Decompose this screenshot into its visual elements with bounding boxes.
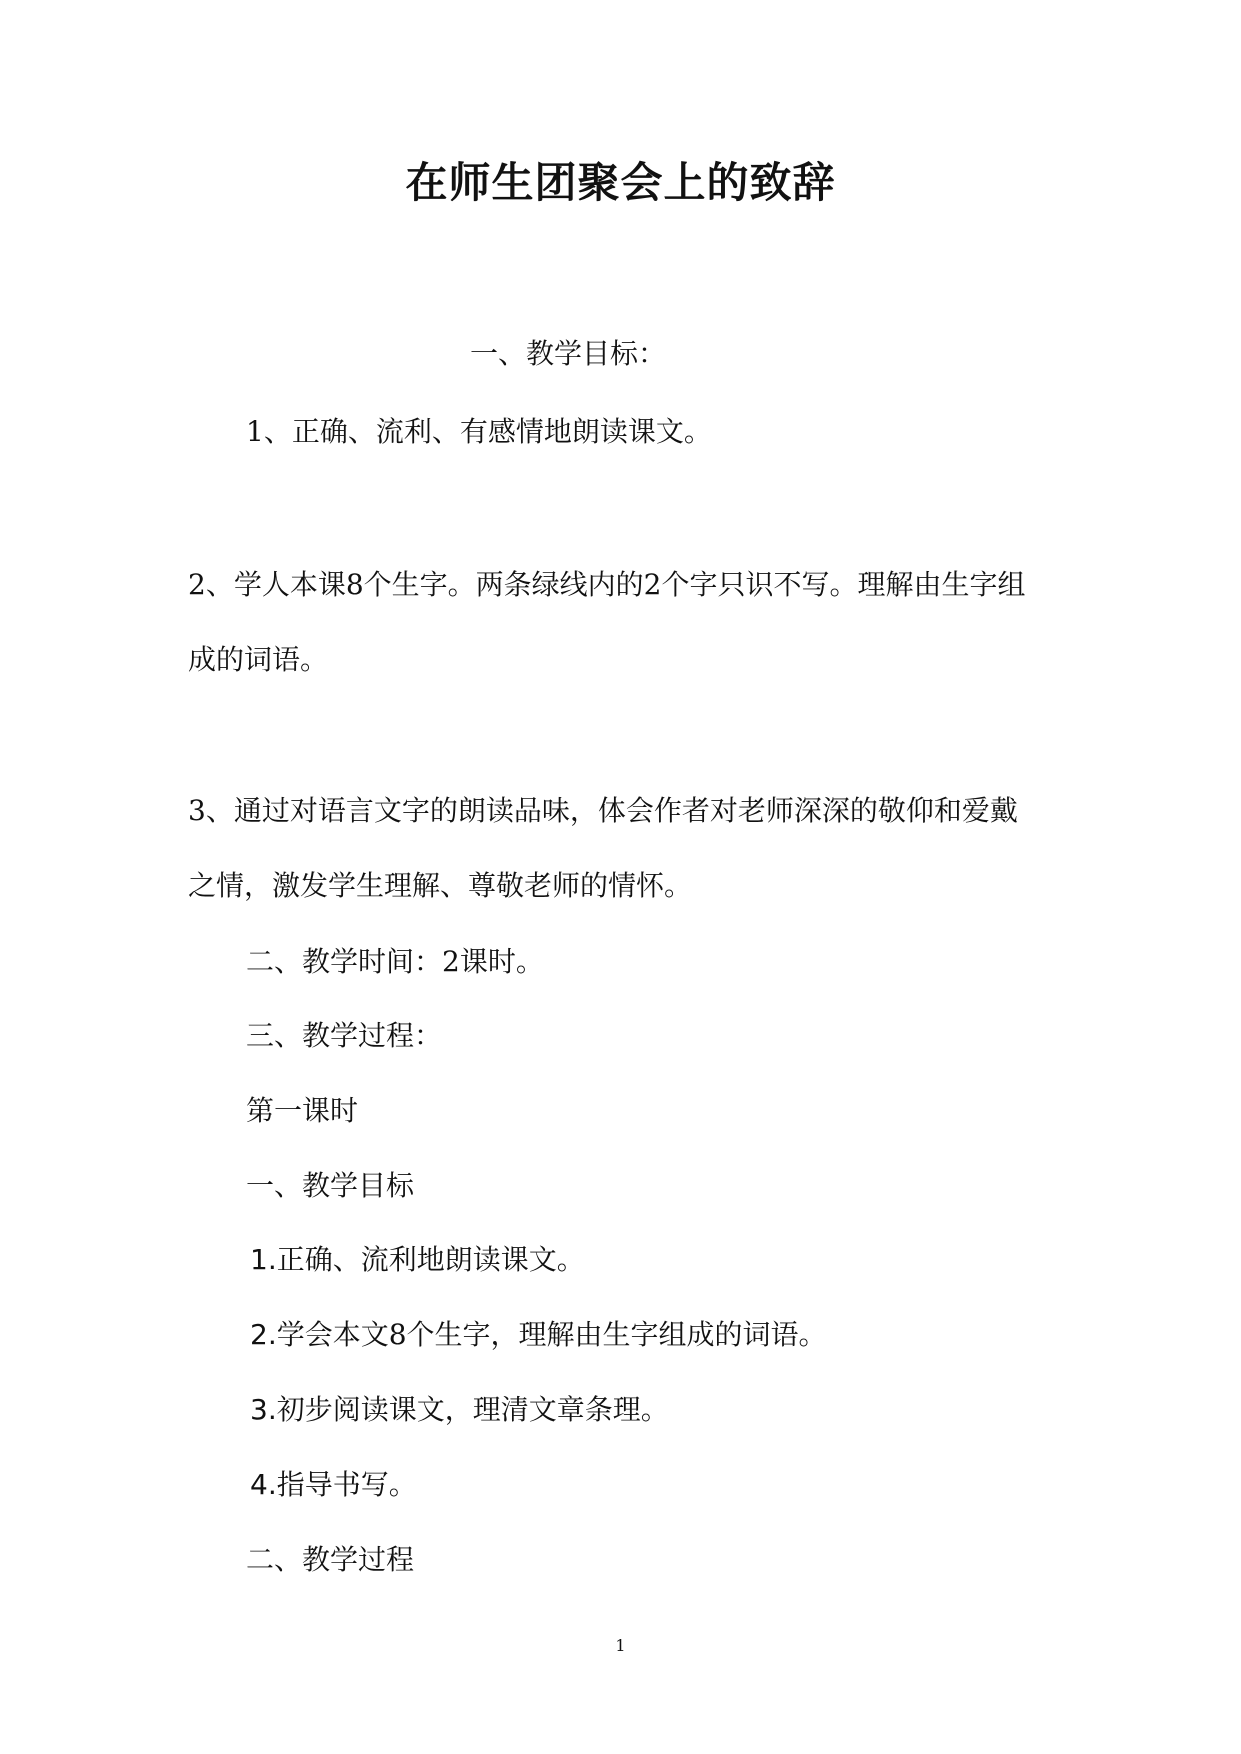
lesson-objective-3 — [250, 1390, 669, 1430]
list-marker-4: 4. — [250, 1468, 277, 1501]
lesson-objective-1 — [250, 1240, 585, 1280]
teaching-process-heading: 三、教学过程： — [246, 1019, 443, 1052]
list-marker-3: 3. — [250, 1393, 277, 1426]
document-title: 在师生团聚会上的致辞 — [405, 158, 836, 207]
objective-item-2-line-2: 成的词语。 — [188, 643, 329, 676]
list-marker-1: 1. — [250, 1243, 277, 1276]
lesson-objectives-heading: 一、教学目标 — [246, 1169, 415, 1202]
lesson-objective-text-1: 正确、流利地朗读课文。 — [276, 1243, 585, 1276]
lesson-objective-4 — [250, 1465, 417, 1505]
teaching-time-heading: 二、教学时间：2课时。 — [246, 945, 544, 978]
first-lesson-heading: 第一课时 — [246, 1094, 359, 1127]
objective-item-1: 1、正确、流利、有感情地朗读课文。 — [246, 415, 712, 448]
lesson-objective-text-4: 指导书写。 — [276, 1468, 417, 1501]
objective-item-3-line-2: 之情，激发学生理解、尊敬老师的情怀。 — [188, 869, 693, 902]
page-number: 1 — [615, 1636, 626, 1655]
list-marker-2: 2. — [250, 1318, 277, 1351]
lesson-objective-text-2: 学会本文8个生字，理解由生字组成的词语。 — [276, 1318, 827, 1351]
lesson-objective-text-3: 初步阅读课文，理清文章条理。 — [276, 1393, 669, 1426]
objective-item-2-line-1: 2、学人本课8个生字。两条绿线内的2个字只识不写。理解由生字组 — [188, 568, 1026, 601]
lesson-objective-2 — [250, 1315, 827, 1355]
objective-item-3-line-1: 3、通过对语言文字的朗读品味，体会作者对老师深深的敬仰和爱戴 — [188, 794, 1018, 827]
section-heading-objectives: 一、教学目标： — [470, 337, 667, 370]
lesson-process-heading: 二、教学过程 — [246, 1543, 415, 1576]
